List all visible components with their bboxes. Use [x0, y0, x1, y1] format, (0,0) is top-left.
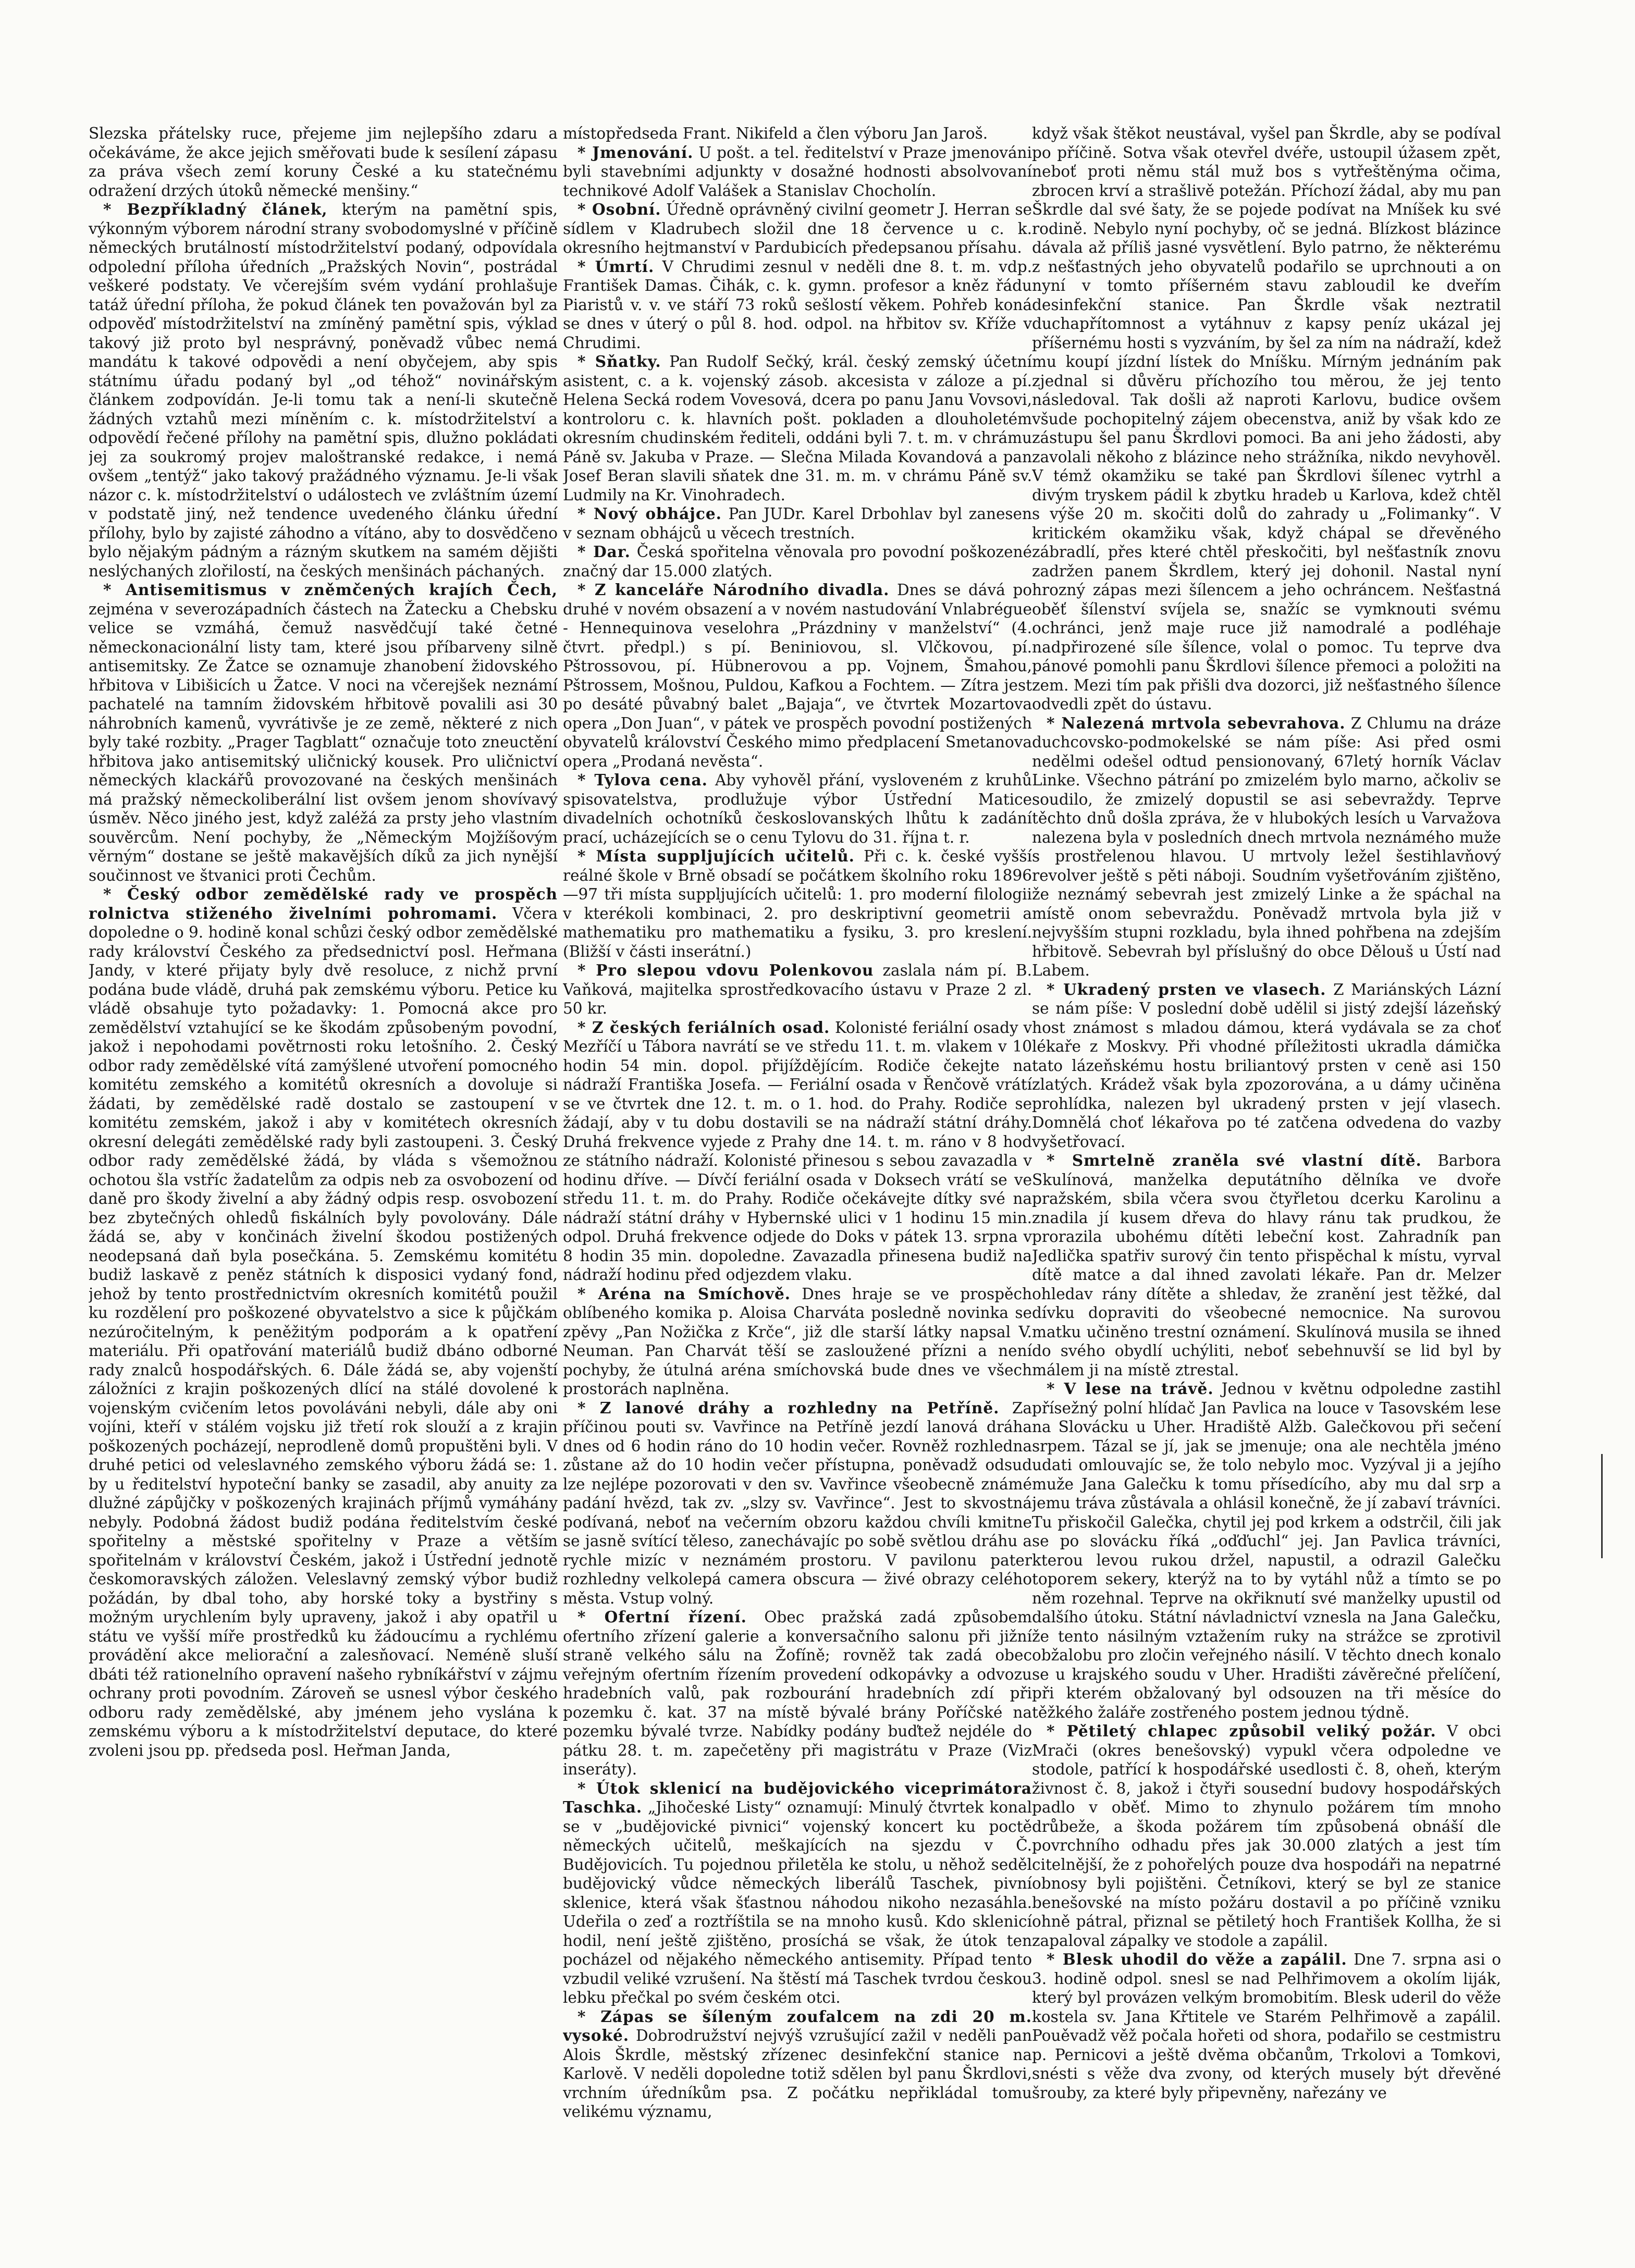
- article-heading: * Místa suppljujících učitelů.: [577, 847, 855, 865]
- article-text: Z Chlumu na dráze duchcovsko-podmokelské se nám píše: Asi před osmi nedělmi odešel odtud pensionovaný, 67letý horník Václav Linke. Všechno pátrání po zmizelém bylo marno, ačkoliv se soudilo, že zmizelý dopustil se asi sebevraždy. Teprve těchto dnů došla zpráva, že v hlubokých lesích u Varvažova nalezena byla v posledních dnech mrtvola neznámého muže s prostřelenou hlavou. U mrtvoly ležel šestihlavňový revolver ještě s pěti náboji. Soudním vyšetřováním zjištěno, že neznámý sebevrah jest zmizelý Linke a že spáchal na místě onom sebevraždu. Poněvadž mrtvola byla již v nejvyšším stupni rozkladu, byla ihned pohřbena na zdejším hřbitově. Sebevrah byl příslušný do obce Dělouš u Ústí nad Labem.: [1032, 714, 1501, 979]
- article-text: Jednou v květnu odpoledne zastihl přísežný polní hlídač Jan Pavlica na louce v Tasovském lese na Slovácku u Uher. Hradiště Alžb. Galečkovou při sečení srpem. Tázal se jí, jak se jmenuje; ona ale nechtěla jméno udati omlouvajíc se, že tolo nebylo moc. Vyzýval ji a jejího muže Jana Galečku k tomu přísedícího, aby mu dal srp a jemu tráva zůstávala a ohlásil konečně, že jí zabaví trávníci. Tu přiskočil Galečka, chytil jej pod krkem a odstrčil, čili jak se po slovácku říká „oďďuchl“ jej. Jan Pavlica trávníci, kterou levou rukou držel, napustil, a odrazil Galečku toporem sekery, kterýž na to by vytáhl nůž a tímto se po něm rozehnal. Teprve na okřiknutí své manželky upustil od dalšího útoku. Státní návladnictví vznesla na Jana Galečku, že tento násilným vztažením ruky na strážce se zprotivil obžalobu pro zločin veřejného násilí. V těchto dnech konalo se u krajského soudu v Uher. Hradišti závěrečné přelíčení, při kterém obžalovaný byl odsouzen na tři měsíce do těžkého žaláře zostřeného postem jednou týdně.: [1032, 1380, 1501, 1721]
- article-heading: * Antisemitismus v zněmčených krajích Čech,: [103, 581, 558, 599]
- article-heading: * Tylova cena.: [577, 771, 708, 789]
- article-text: zejména v severozápadních částech na Žatecku a Chebsku velice se vzmáhá, čemuž nasvědčují také četné německonacionální listy tam, které jsou příbarveny silně antisemitsky. Ze Žatce se oznamuje zhanobení židovského hřbitova v Libišicích u Žatce. V noci na včerejšek neznámí pachatelé na tamním židovském hřbitově povalili asi 30 náhrobních kamenů, vyvrátivše je ze země, některé z nich byly také rozbity. „Prager Tagblatt“ označuje toto zneuctění hřbitova jako antisemitský uličnický kousek. Pro uličnictví německých klackářů provozované na českých menšinách má pražský německoliberální list ovšem jenom shovívavý úsměv. Něco jiného jest, když zaléžá za prsty jeho vlastním souvěrcům. Není pochyby, že „Německým Mojžíšovým věrným“ dostane se ještě makavějších díků za jich nynější součinnost ve štvanici proti Čechům.: [89, 600, 558, 884]
- article-heading: * Pětiletý chlapec způsobil veliký požár.: [1047, 1722, 1436, 1740]
- article-text: Pan Rudolf Sečký, král. český zemský účetní asistent, c. a k. vojenský zásob. akcesista v záloze a pí. Helena Secká rodem Vovesová, dcera po panu Janu Vovsovi, kontroloru c. k. hlavních pošt. pokladen a dlouholetém okresním chudinském řediteli, oddáni byli 7. t. m. v chrámu Páně sv. Jakuba v Praze. — Slečna Milada Kovandová a pan Josef Beran slavili sňatek dne 31. m. m. v chrámu Páně sv. Ludmily na Kr. Vinohradech.: [563, 353, 1032, 504]
- article-text: Dnes se dává po druhé v novém obsazení a v novém nastudování Vnlabrégue - Hennequinova veselohra „Prázdniny v manželství“ (4. čtvrt. předpl.) s pí. Beniniovou, sl. Vlčkovou, pí. Pštrossovou, pí. Hübnerovou a pp. Vojnem, Šmahou, Pštrossem, Mošnou, Puldou, Kafkou a Fochtem. — Zítra jest po desáté půvabný balet „Bajaja“, ve čtvrtek Mozartova opera „Don Juan“, v pátek ve prospěch povodní postižených obyvatelů království Českého mimo předplacení Smetanova opera „Prodaná nevěsta“.: [563, 581, 1032, 770]
- article-paragraph: [563, 257, 1032, 353]
- article-paragraph: [563, 2007, 1032, 2122]
- article-paragraph: [563, 1399, 1032, 1608]
- article-text: Barbora Skulínová, manželka deputátního dělníka ve dvoře pražském, sbila včera svou čtyřletou dcerku Karolinu a znadila jí kusem dřeva do hlavy ránu tak prudkou, že prorazila ubohému dítěti lebeční kost. Zahradník pan Jedlička spatřiv surový čin tento přispěchal k místu, vyrval dítě matce a dal ihned zavolati lékaře. Pan dr. Melzer ohledav rány dítěte a shledav, že zranění jest těžké, dal dívku dopraviti do všeobecné nemocnice. Na surovou matku učiněno trestní oznámení. Skulínová musila se ihned do svého obydlí uchýliti, neboť sebehnuvší se lid byl by málem ji na místě ztrestal.: [1032, 1152, 1501, 1379]
- continued-paragraph: [1032, 124, 1501, 714]
- article-paragraph: [1032, 1379, 1501, 1722]
- article-text: V Chrudimi zesnul v neděli dne 8. t. m. vdp. František Damas. Čihák, c. k. gymn. profesor a kněz řádu Piaristů v. v. ve stáří 73 roků sešlostí věkem. Pohřeb koná se dnes v úterý o půl 8. hod. odpol. na hřbitov sv. Kříže v Chrudimi.: [563, 257, 1032, 352]
- article-heading: * Zápas se šíleným zoufalcem na zdi 20 m. vysoké.: [563, 2007, 1032, 2044]
- article-text: Včera dopoledne o 9. hodině konal schůzi český odbor zemědělské rady království Českého za předsednictví posl. Heřmana Jandy, v které přijaty byly dvě resoluce, z nichž první podána bude vládě, druhá pak zemskému výboru. Petice ku vládě obsahuje tyto požadavky: 1. Pomocná akce pro zemědělství vztahující se ke škodám způsobeným povodní, jakož i nepohodami povětrnosti roku letošního. 2. Český odbor rady zemědělské vítá zamýšlené utvoření pomocného komitétu zemského a komitétů okresních a dovoluje si žádati, by zemědělské radě dostalo se zastoupení v komitétu zemském, jakož i aby v komitétech okresních okresní delegáti zemědělské rady byli zastoupeni. 3. Český odbor rady zemědělské žádá, by vláda s všemožnou ochotou šla vstříc žadatelům za odpis neb za osvobození od daně pro škody živelní a aby žádný odpis resp. osvobození bez zbytečných ohledů fiskálních byly povolovány. Dále žádá se, aby v končinách živelní škodou postižených neodepsaná daň byla posečkána. 5. Zemskému komitétu budiž laskavě z peněz státních k disposici vydaný fond, jehož by tento prostřednictvím okresních komitétů použil ku rozdělení pro poškozené obyvatelstvo a sice k půjčkám nezúročitelným, k peněžitým podporám a k opatření materiálu. Při opatřování materiálů budiž dbáno odborné rady znalců hospodářských. 6. Dále žádá se, aby vojenští záložníci z krajin poškozených dlící na stálé dovolené k vojenským cvičením letos povoláváni nebyli, dále aby oni vojíni, kteří v stálém vojsku již třetí rok slouží a z krajin poškozených pocházejí, neprodleně domů propuštěni byli. V druhé petici od veleslavného zemského výboru žádá se: 1. by u ředitelství hypoteční banky se zasadil, aby anuity za dlužné zápůjčky v poškozených krajinách příjmů vymáhány nebyly. Podobná žádost budiž podána ředitelstvím české spořitelny a městské spořitelny v Praze a větším spořitelnám v království Českém, jakož i Ústřední jednotě českomoravských záložen. Veleslavný zemský výbor budiž požádán, by dbal toho, aby horské toky a bystřiny s možným urychlením byly upraveny, jakož i aby opatřil u státu ve vyšší míře prostředků ku žádoucímu a rychlému provádění akce meliorační a zalesňovací. Neméně sluší dbáti též rationelního opravení našeho rybníkářství v zájmu ochrany proti povodním. Zároveň se usnesl výbor českého odboru rady zemědělské, aby jménem jeho vyslána k zemskému výboru a k místodržitelství deputace, do které zvoleni jsou pp. předseda posl. Heřman Janda,: [89, 904, 558, 1759]
- article-text: Úředně oprávněný civilní geometr J. Herran se sídlem v Kladrubech složil dne 18 července u c. k. okresního hejtmanství v Pardubicích předepsanou přísahu.: [563, 201, 1032, 256]
- article-text: „Jihočeské Listy“ oznamují: Minulý čtvrtek konal se v „budějovické pivnici“ vojenský koncert ku poctě německých učitelů, meškajících na sjezdu v Č. Budějovicích. Tu pojednou přiletěla ke stolu, u něhož seděl budějovický vůdce německých liberálů Taschek, pivní sklenice, která však šťastnou náhodou nikoho nezasáhla. Udeřila o zeď a roztříštila se na mnoho kusů. Kdo sklenicí hodil, není ještě zjištěno, prosíchá se však, že útok ten pocházel od nějakého německého antisemity. Případ tento vzbudil veliké vzrušení. Na štěstí má Taschek tvrdou českou lebku přečkal po svém českém otci.: [563, 1798, 1032, 2006]
- article-text: Dnes hraje se ve prospěch oblíbeného komika p. Aloisa Charváta posledně novinka se zpěvy „Pan Nožička z Krče“, již dle starší látky napsal V. Neuman. Pan Charvát těší se zasloužené přízni a není pochyby, že útulná aréna smíchovská bude dnes ve všech prostorách naplněna.: [563, 1285, 1032, 1398]
- article-heading: * Sňatky.: [577, 352, 661, 371]
- article-paragraph: [563, 200, 1032, 257]
- article-paragraph: [1032, 1151, 1501, 1379]
- continued-paragraph: [563, 124, 1032, 143]
- article-paragraph: [1032, 980, 1501, 1152]
- article-text: Obec pražská zadá způsobem ofertního zřízení galerie a konversačního salonu při jižní straně velkého sálu na Žofíně; rovněž tak zadá obec veřejným ofertním řízením provedení odkopávky a odvozu hradebních valů, pak rozbourání hradebních zdí při pozemku č. kat. 37 na místě bývalé brány Poříčské na pozemku bývalé tvrze. Nabídky podány buďtež nejdéle do pátku 28. t. m. zapečetěny při magistrátu v Praze (Viz inseráty).: [563, 1608, 1032, 1778]
- binding-mark: [1601, 1454, 1610, 1558]
- article-paragraph: [563, 543, 1032, 581]
- article-heading: * Z kanceláře Národního divadla.: [577, 581, 890, 599]
- article-heading: * Jmenování.: [577, 143, 694, 162]
- article-heading: * V lese na trávě.: [1047, 1379, 1214, 1398]
- article-paragraph: [1032, 1950, 1501, 2102]
- article-paragraph: [563, 1608, 1032, 1779]
- article-paragraph: [89, 200, 558, 581]
- article-text: Kolonisté feriální osady v Mezříčí u Tábora navrátí se ve středu 11. t. m. vlakem v 10 hodin 54 min. dopol. přijíždějícím. Rodiče čekejte na nádraží Františka Josefa. — Feriální osada v Řenčově vrátí se ve čtvrtek dne 12. t. m. o 1. hod. do Prahy. Rodiče se žádají, aby v tu dobu dostavili se na nádraží státní dráhy. Druhá frekvence vyjede z Prahy dne 14. t. m. ráno v 8 hod ze státního nádraží. Kolonisté přinesou s sebou zavazadla v hodinu dříve. — Dívčí feriální osada v Doksech vrátí se ve středu 11. t. m. do Prahy. Rodiče očekávejte dítky své na nádraží státní dráhy v Hybernské ulici v 1 hodinu 15 min. odpol. Druhá frekvence odjede do Doks v pátek 13. srpna v 8 hodin 35 min. dopoledne. Zavazadla přinesena budiž na nádraží hodinu před odjezdem vlaku.: [563, 1018, 1032, 1284]
- article-text: Dobrodružství nejvýš vzrušující zažil v neděli pan Alois Škrdle, městský zřízenec desinfekční stanice na Karlově. V neděli dopoledne totiž sdělen byl panu Škrdlovi, vrchním úředníkům psa. Z počátku nepřikládal tomu velikému významu,: [563, 2027, 1032, 2121]
- article-text: kterým na pamětní spis, výkonným výborem národní strany svobodomyslné v příčině německých brutálností místodržitelství podaný, odpovídala odpolední příloha úředních „Pražských Novin“, postrádal veškeré podstaty. Ve včerejším svém vydání prohlašuje tatáž úřední příloha, že pokud článek ten považován byl za odpověď místodržitelství na zmíněný pamětní spis, výklad takový již proto byl nesprávný, poněvadž vůbec nemá mandátu k takové odpovědi a není obyčejem, aby spis státnímu úřadu podaný byl „od téhož“ novinářským článkem zodpovídán. Je-li tomu tak a není-li skutečně žádných vztahů mezi míněním c. k. místodržitelství a odpovědí řečené přílohy na pamětní spis, dlužno pokládati jej za soukromý projev maloštranské redakce, i nemá ovšem „tentýž“ jako takový pražádného významu. Je-li však názor c. k. místodržitelství o událostech ve zvláštním území v podstatě jiný, než tendence uvedeného článku úřední přílohy, bylo by zajisté záhodno a vítáno, aby to dosvědčeno bylo nějakým pádným a rázným skutkem na samém dějišti neslýchaných zlořilostí, na českých menšinách páchaných.: [89, 201, 558, 580]
- article-paragraph: [563, 1285, 1032, 1399]
- article-paragraph: [563, 1018, 1032, 1285]
- article-paragraph: [563, 143, 1032, 201]
- article-paragraph: [563, 771, 1032, 847]
- article-text: zaslala nám pí. B. Vaňková, majitelka sprostředkovacího ústavu v Praze 2 zl. 50 kr.: [563, 962, 1032, 1017]
- article-heading: * Blesk uhodil do věže a zapálil.: [1047, 1950, 1347, 1968]
- article-heading: * Pro slepou vdovu Polenkovou: [577, 961, 874, 979]
- article-heading: * Úmrtí.: [577, 257, 655, 276]
- article-text: když však štěkot neustával, vyšel pan Škrdle, aby se podíval po příčině. Sotva však otevřel dvéře, ustoupil úžasem zpět, neboť proti němu stál muž bos s vytřeštěnýma očima, zbrocen krví a strašlivě potežán. Příchozí žádal, aby mu pan Škrdle dal své šaty, že se pojede podívat na Mníšek ku své rodině. Nebylo nyní pochyby, oč se jedná. Blízkost blázince dávala až příliš jasné vysvětlení. Bylo patrno, že některému z nešťastných jeho obyvatelů podařilo se uprchnouti a on nyní v tomto příšerném stavu zabloudil ke dveřím desinfekční stanice. Pan Škrdle však neztratil duchapřítomnost a vytáhnuv z kapsy peníz ukázal jej příšernému hosti s vyzváním, by šel za ním na nádraží, kdež mu koupí jízdní lístek do Mníšku. Mírným jednáním pak zjednal si důvěru příchozího tou měrou, že jej tento následoval. Tak došli až naproti Karlovu, budice ovšem všude pochopitelný zájem obecenstva, aniž by však kdo ze zástupu šel panu Škrdlovi pomoci. Ba ani jeho žádosti, aby zavolali někoho z blázince neho strážníka, nikdo nevyhověl. V témž okamžiku se také pan Škrdlovi šílenec vytrhl a divým tryskem pádil k zbytku hradeb u Karlova, kdež chtěl s výše 20 m. skočiti dolů do zahrady u „Folimanky“. V kritickém okamžiku však, když chápal se dřevěného zábradlí, přes které chtěl přeskočiti, byl nešťastník znovu zadržen panem Škrdlem, který jej dohonil. Nastal nyní hrozný zápas mezi šílencem a jeho ochráncem. Nešťastná oběť šílenství svíjela se, snažíc se vymknouti svému ochránci, jenž maje ruce již namodralé a podléhaje nadpřirozené síle šílence, volal o pomoc. Tu teprve dva pánové pomohli panu Škrdlovi šílence přemoci a položiti na zem. Mezi tím pak přišli dva dozorci, již nešťastného šílence odvedli zpět do ústavu.: [1032, 125, 1501, 713]
- article-text: Při c. k. české vyšší reálné škole v Brně obsadí se počátkem školního roku 1896—97 tři místa suppljujících učitelů: 1. pro moderní filologii v kterékoli kombinaci, 2. pro deskriptivní geometrii a mathematiku pro mathematiku a fysiku, 3. pro kreslení. (Bližší v části inserátní.): [563, 847, 1032, 960]
- article-paragraph: [89, 885, 558, 1760]
- column-3: [1032, 124, 1501, 2211]
- article-heading: * Smrtelně zraněla své vlastní dítě.: [1047, 1151, 1422, 1169]
- article-paragraph: [563, 352, 1032, 504]
- article-heading: * Dar.: [577, 543, 631, 561]
- article-heading: * Nový obhájce.: [577, 504, 722, 523]
- article-heading: * Z českých feriálních osad.: [577, 1018, 830, 1037]
- article-paragraph: [89, 581, 558, 885]
- article-text: Pan JUDr. Karel Drbohlav byl zanesen v seznam obhájců u věcech trestních.: [563, 505, 1032, 542]
- article-text: Z Mariánských Lázní se nám píše: V poslední době udělil si jistý zdejší lázeňský host známost s mladou dámou, která vydávala se za choť lékaře z Moskvy. Při vhodné příležitosti ukradla dámička tato lázeňskému hostu briliantový prsten v ceně asi 150 zlatých. Krádež však byla zpozorována, a u dámy učiněna prohlídka, nalezen byl ukradený prsten v její vlasech. Domnělá choť lékařova po té zatčena odvedena do vazby vyšetřovací.: [1032, 980, 1501, 1151]
- column-1: [89, 124, 558, 2211]
- article-heading: * Útok sklenicí na budějovického viceprimátora Taschka.: [563, 1779, 1032, 1816]
- article-heading: * Český odbor zemědělské rady ve prospěch rolnictva stiženého živelními pohromami.: [89, 885, 558, 922]
- article-paragraph: [1032, 1722, 1501, 1950]
- article-heading: * Nalezená mrtvola sebevrahova.: [1047, 713, 1346, 732]
- article-text: Za příčinou pouti sv. Vavřince na Petříně jezdí lanová dráha dnes od 6 hodin ráno do 10 hodin večer. Rovněž rozhledna zůstane až do 10 hodin večer přístupna, poněvadž odsud lze nejlépe pozorovati v den sv. Vavřince všeobecně známé padání hvězd, tak zv. „slzy sv. Vavřince“. Jest to skvostná podívaná, neboť na večerním obzoru každou chvíli kmitne se jasně svítící těleso, zanechávajíc po sobě světlou dráhu a rychle mizíc v neznámém prostoru. V pavilonu pater rozhledny velkolepá camera obscura — živé obrazy celého města. Vstup volný.: [563, 1399, 1032, 1607]
- article-paragraph: [563, 504, 1032, 543]
- article-paragraph: [563, 847, 1032, 961]
- article-text: Česká spořitelna věnovala pro povodní poškozené značný dar 15.000 zlatých.: [563, 543, 1032, 580]
- article-heading: * Ukradený prsten ve vlasech.: [1047, 980, 1326, 999]
- article-heading: * Ofertní řízení.: [577, 1608, 747, 1626]
- article-paragraph: [563, 1779, 1032, 2007]
- continued-paragraph: [89, 124, 558, 200]
- article-text: U pošt. a tel. ředitelství v Praze jmenováni byli stavebními adjunkty v dosažné hodnosti absolvovaní technikové Adolf Valášek a Stanislav Chocholín.: [563, 143, 1032, 200]
- article-heading: * Osobní.: [577, 200, 661, 218]
- article-text: místopředseda Frant. Nikifeld a člen výboru Jan Jaroš.: [563, 125, 988, 142]
- article-heading: * Bezpříkladný článek,: [103, 200, 328, 218]
- article-text: V obci Mrači (okres benešovský) vypukl včera odpoledne ve stodole, patřící k hospodářské usedlosti č. 8, oheň, kterým živnost č. 8, jakož i čtyři sousední budovy hospodářských padlo v oběť. Mimo to zhynulo požárem tím mnoho drůbeže, a škoda požárem tím způsobená obnáší dle povrchního odhadu přes jak 30.000 zlatých a jest tím citelnější, že z pohořelých pouze dva hospodáři na nepatrné obnosy byli pojištěni. Četníkovi, který se byl ze stanice benešovské na místo požáru dostavil a po příčině vzniku ohně pátral, přiznal se pětiletý hoch František Kollha, že si zapaloval zápalky ve stodole a zapálil.: [1032, 1722, 1501, 1950]
- article-text: Slezska přátelsky ruce, přejeme jim nejlepšího zdaru a očekáváme, že akce jejich směřovati bude k sesílení zápasu za práva všech zemí koruny České a ku statečnému odražení drzých útoků německé menšiny.“: [89, 125, 558, 200]
- article-heading: * Aréna na Smíchově.: [577, 1284, 791, 1303]
- article-text: Dne 7. srpna asi o 3. hodině odpol. snesl se nad Pelhřimovem a okolím liják, který byl provázen velkým bromobitím. Blesk uderil do věže kostela sv. Jana Křtitele ve Starém Pelhřimově a zapálil. Pouěvadž věž počala hořeti od shora, podařilo se cestmistru p. Pernicovi a ještě dvěma občanům, Trkolovi a Tomkovi, snésti s věže dva zvony, od kterých musely být dřevěné šrouby, za které byly připevněny, nařezány ve: [1032, 1951, 1501, 2102]
- article-paragraph: [563, 961, 1032, 1018]
- column-2: [563, 124, 1032, 2211]
- article-paragraph: [563, 581, 1032, 771]
- article-paragraph: [1032, 714, 1501, 980]
- article-text: Aby vyhověl přání, vysloveném z kruhů spisovatelstva, prodlužuje výbor Ústřední Matice divadelních ochotníků českoslovanských lhůtu k zadání prací, ucházejících se o cenu Tylovu do 31. října t. r.: [563, 771, 1032, 846]
- article-heading: * Z lanové dráhy a rozhledny na Petříně.: [577, 1398, 1000, 1417]
